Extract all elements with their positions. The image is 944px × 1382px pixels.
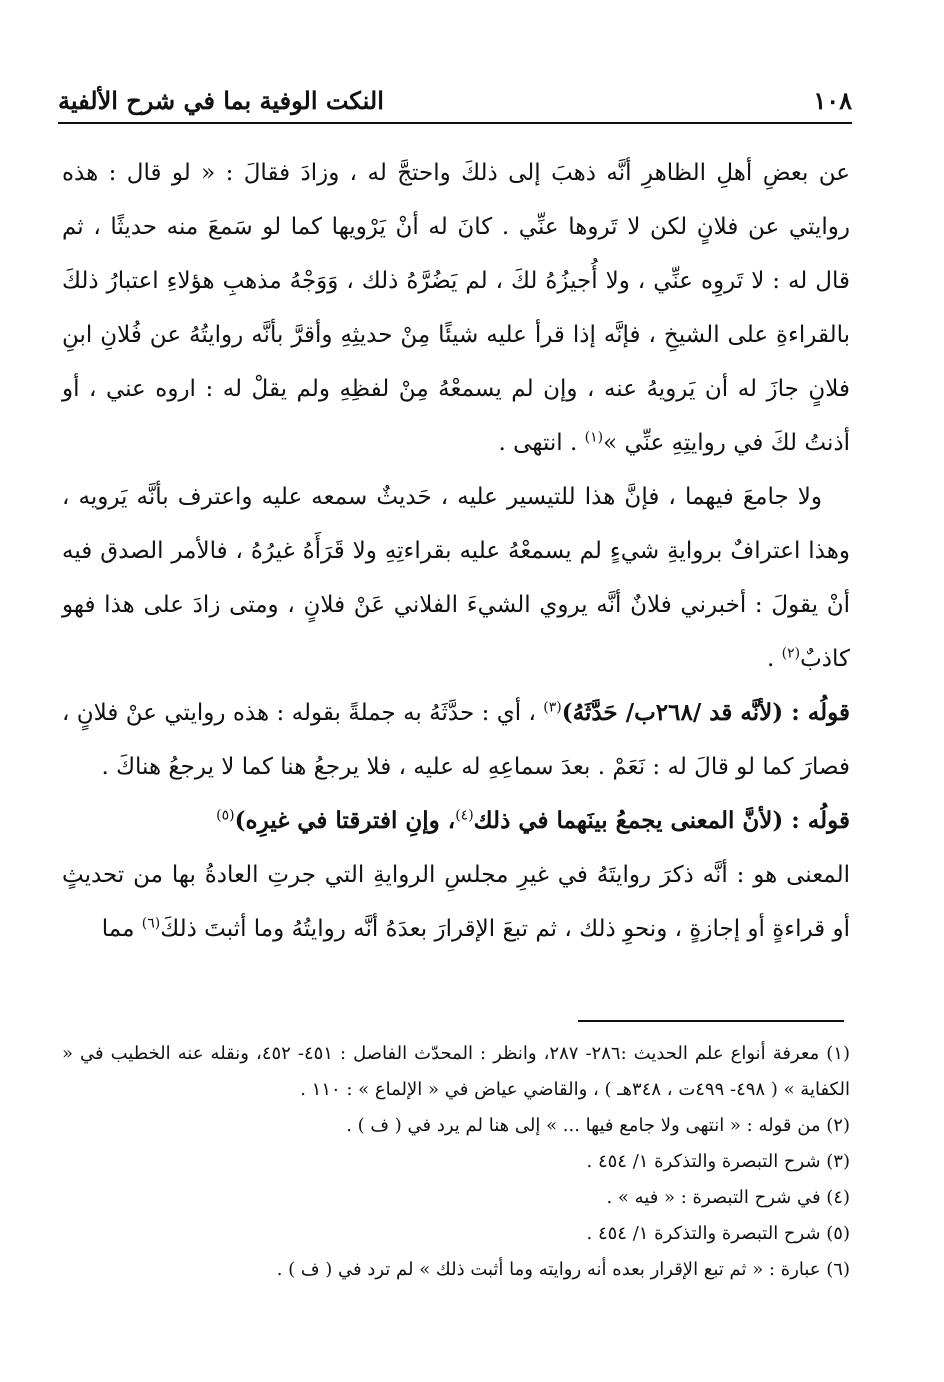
header-rule [58,122,852,124]
note-ref-2: (٢) [781,645,801,662]
footnote-5: (٥) شرح التبصرة والتذكرة ١/ ٤٥٤ . [586,1223,850,1244]
footnote-6: (٦) عبارة : « ثم تبع الإقرار بعده أنه روايته وما أثبت ذلك » لم ترد في ( ف ) . [276,1259,850,1280]
paragraph-2-text: ولا جامعَ فيهما ، فإنَّ هذا للتيسير عليه ، حَديثٌ سمعه عليه واعترف بأنَّه يَرويه ، وهذا اعترافٌ بروايةِ شيءٍ لم يسمعْهُ عليه بقراءتِهِ ولا قَرَأَهُ غيرُهُ ، فالأمر الصدق فيه أنْ يقولَ : أخبرني فلانٌ أنَّه يروي الشيءَ الفلاني عَنْ فلانٍ ، ومتى زادَ على هذا فهو كاذبٌ [62,484,850,672]
paragraph-2-tail: . [767,646,782,672]
paragraph-3-lemma: قولُه : (لأنَّه قد /٢٦٨ب/ حَدَّثَهُ) [561,699,851,726]
page-number: ١٠٨ [813,85,852,115]
footnote-1: (١) معرفة أنواع علم الحديث :٢٨٦- ٢٨٧، وانظر : المحدّث الفاصل : ٤٥١- ٤٥٢، ونقله عنه الخطيب في « الكفاية » ( ٤٩٨- ٤٩٩ت ، ٣٤٨هـ ) ، والقاضي عياض في « الإلماع » : ١١٠ . [62,1043,850,1100]
footnotes [62,1036,850,1288]
note-ref-4: (٤) [455,807,474,824]
paragraph-4 [62,794,850,848]
main-text [62,146,850,956]
paragraph-4-lemma-tail: ، وإنِ افترقتا في غيرِه) [234,807,456,834]
footnote-2: (٢) من قوله : « انتهى ولا جامع فيها ... » إلى هنا لم يرد في ( ف ) . [346,1115,850,1136]
note-ref-3: (٣) [543,699,562,716]
note-ref-1: (١) [584,429,604,446]
note-ref-6: (٦) [141,915,161,932]
paragraph-2 [62,470,850,686]
paragraph-1-tail: . انتهى . [498,430,585,456]
paragraph-3-tail: ، أي : حدَّثَهُ به جملةً بقوله : هذه روايتي عنْ فلانٍ ، فصارَ كما لو قالَ له : نَعَمْ . بعدَ سماعِهِ له عليه ، فلا يرجعُ هنا كما لا يرجعُ هناكَ . [62,700,850,780]
paragraph-5-text: المعنى هو : أنَّه ذكرَ روايتَهُ في غيرِ مجلسِ الروايةِ التي جرتِ العادةُ بها من تحديثٍ أو قراءةٍ أو إجازةٍ ، ونحوِ ذلك ، ثم تبعَ الإقرارَ بعدَهُ أنَّه روايتُهُ وما أثبتَ ذلكَ [62,862,850,942]
footnote-3: (٣) شرح التبصرة والتذكرة ١/ ٤٥٤ . [586,1151,850,1172]
paragraph-1-text: عن بعضِ أهلِ الظاهرِ أنَّه ذهبَ إلى ذلكَ واحتجَّ له ، وزادَ فقالَ : « لو قال : هذه روايتي عن فلانٍ لكن لا تَروها عنِّي . كانَ له أنْ يَرْويها كما لو سَمعَ منه حديثًا ، ثم قال له : لا تَروِه عنِّي ، ولا أُجيزُهُ لكَ ، لم يَضُرَّهُ ذلك ، وَوَجْهُ مذهبِ هؤلاءِ اعتبارُ ذلكَ بالقراءةِ على الشيخِ ، فإنَّه إذا قرأ عليه شيئًا مِنْ حديثِهِ وأقرَّ بأنَّه روايتُهُ عن فُلانِ ابنِ فلانٍ جازَ له أن يَرويهُ عنه ، وإن لم يسمعْهُ مِنْ لفظِهِ ولم يقلْ له : اروه عني ، أو أذنتُ لكَ في روايتِهِ عنِّي » [62,160,850,456]
footnote-separator [578,1020,844,1022]
paragraph-5 [62,848,850,956]
paragraph-5-tail: مما [101,916,142,942]
paragraph-4-lemma: قولُه : (لأنَّ المعنى يجمعُ بينَهما في ذلك [473,807,850,834]
paragraph-3 [62,686,850,794]
running-title: النكت الوفية بما في شرح الألفية [58,85,384,115]
running-header [58,80,852,120]
footnote-4: (٤) في شرح التبصرة : « فيه » . [606,1187,850,1208]
paragraph-1 [62,146,850,470]
note-ref-5: (٥) [216,807,235,824]
